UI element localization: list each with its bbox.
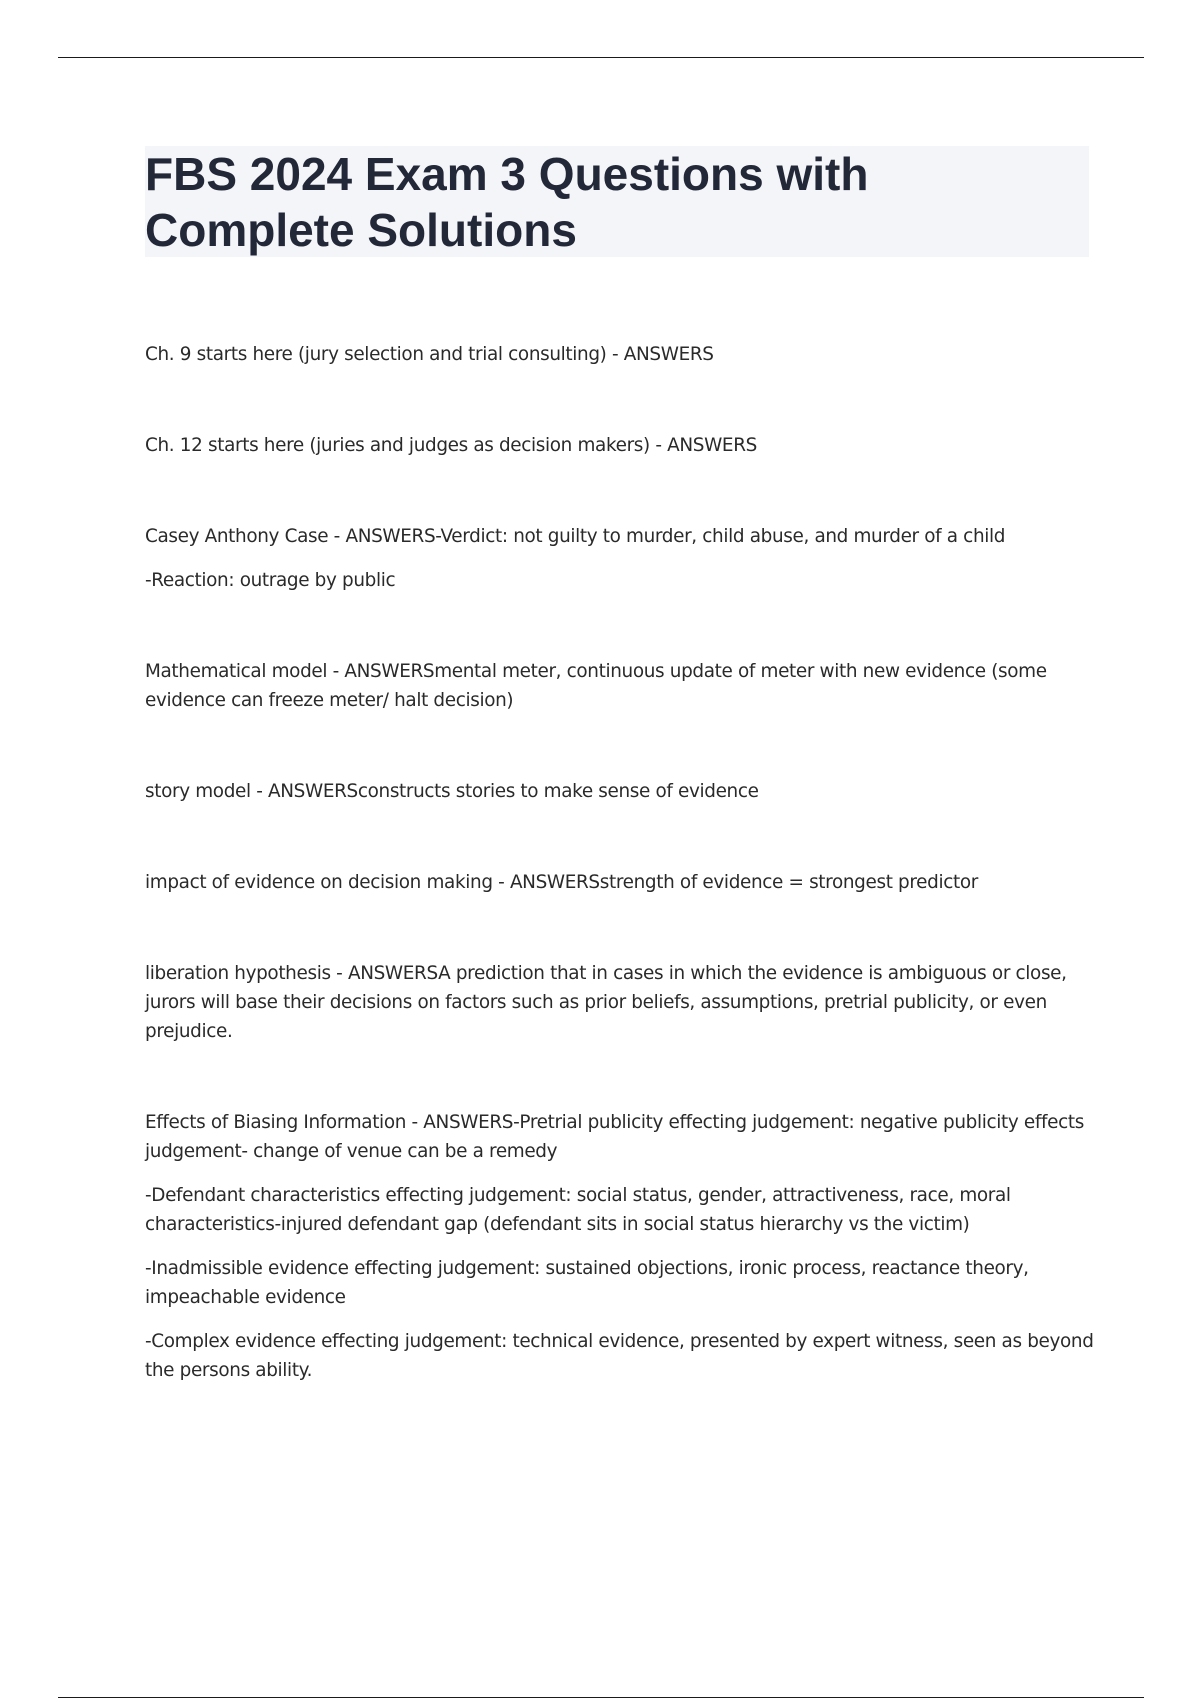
header-rule [58,57,1144,58]
qa-text: story model - ANSWERSconstructs stories to make sense of evidence [145,781,759,802]
qa-text: Mathematical model - ANSWERSmental meter, continuous update of meter with new evidence (some evidence can freeze meter/ halt decision) [145,661,1047,711]
title-block [145,146,1089,257]
qa-entry [145,959,1095,1046]
qa-entry [145,1108,1095,1385]
qa-text: -Complex evidence effecting judgement: technical evidence, presented by expert witness, seen as beyond the persons ability. [145,1331,1094,1381]
qa-text: -Inadmissible evidence effecting judgement: sustained objections, ironic process, reactance theory, impeachable evidence [145,1258,1029,1308]
qa-text: Effects of Biasing Information - ANSWERS-Pretrial publicity effecting judgement: negative publicity effects judgement- change of venue can be a remedy [145,1112,1084,1162]
qa-text: impact of evidence on decision making - ANSWERSstrength of evidence = strongest predictor [145,872,978,893]
qa-entry [145,777,1095,806]
footer-rule [58,1697,1144,1698]
qa-entry [145,868,1095,897]
qa-text: Ch. 12 starts here (juries and judges as decision makers) - ANSWERS [145,435,757,456]
qa-text: -Reaction: outrage by public [145,570,396,591]
qa-entry [145,657,1095,715]
qa-entry [145,522,1095,595]
document-body [145,340,1095,1385]
qa-entry [145,431,1095,460]
qa-text: -Defendant characteristics effecting judgement: social status, gender, attractiveness, race, moral characteristics-injured defendant gap (defendant sits in social status hierarchy vs the victim) [145,1185,1011,1235]
qa-entry [145,340,1095,369]
document-title: FBS 2024 Exam 3 Questions with Complete Solutions [145,148,869,256]
qa-text: Casey Anthony Case - ANSWERS-Verdict: not guilty to murder, child abuse, and murder of a child [145,526,1006,547]
qa-text: Ch. 9 starts here (jury selection and trial consulting) - ANSWERS [145,344,714,365]
qa-text: liberation hypothesis - ANSWERSA prediction that in cases in which the evidence is ambiguous or close, jurors will base their decisions on factors such as prior beliefs, assumptions, pretrial publicity, or even prejudice. [145,963,1067,1042]
